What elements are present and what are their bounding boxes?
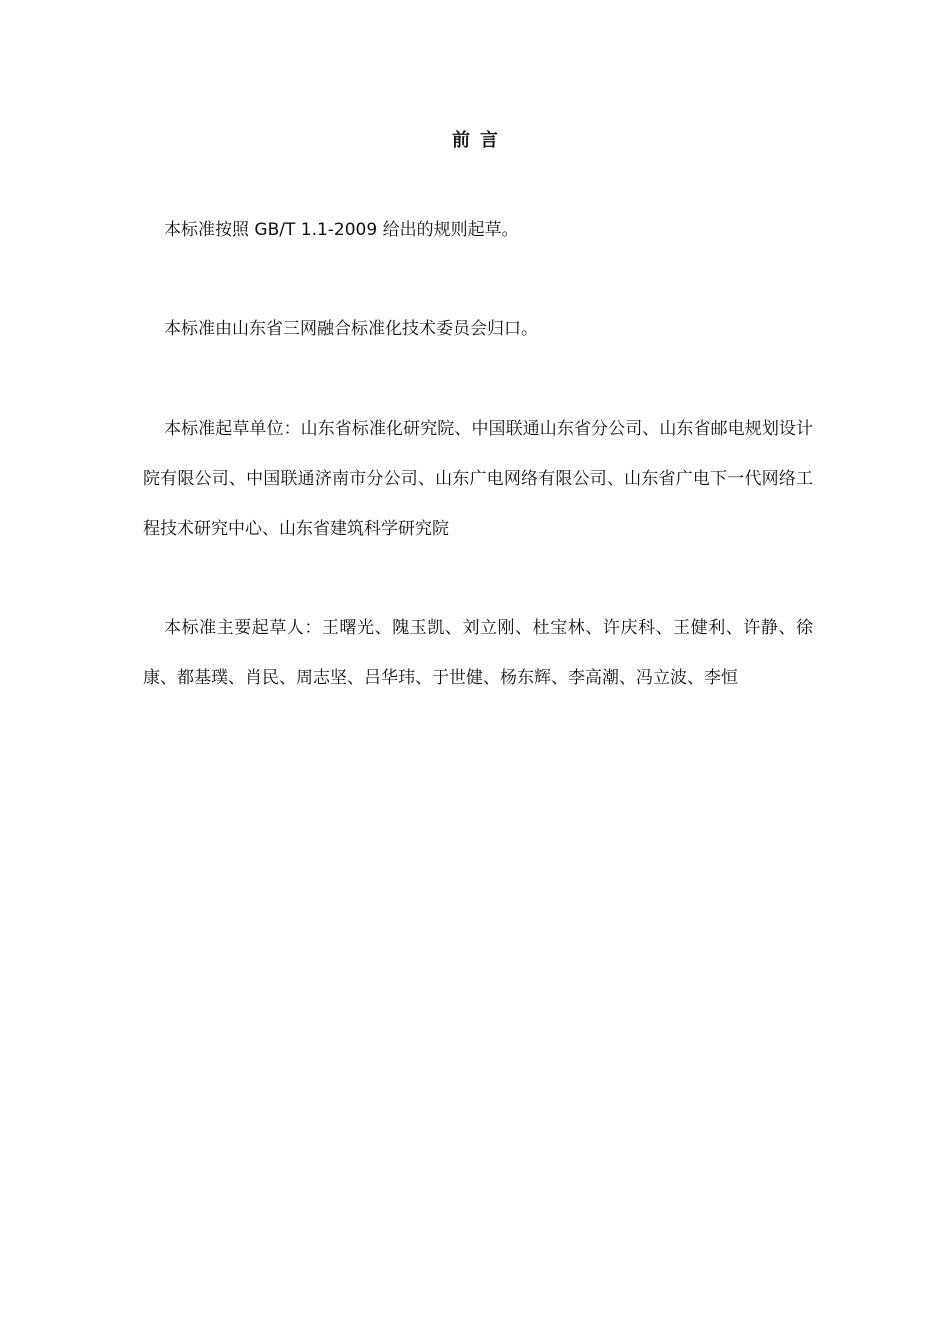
drafting-rules-paragraph: 本标准按照 GB/T 1.1-2009 给出的规则起草。 — [164, 220, 519, 240]
drafting-units-paragraph: 本标准起草单位：山东省标准化研究院、中国联通山东省分公司、山东省邮电规划设计院有限公司、中国联通济南市分公司、山东广电网络有限公司、山东省广电下一代网络工程技术研究中心、山东省建筑科学研究院 — [143, 419, 813, 539]
drafters-paragraph: 本标准主要起草人：王曙光、隗玉凯、刘立刚、杜宝林、许庆科、王健利、许静、徐康、都基璞、肖民、周志坚、吕华玮、于世健、杨东辉、李高潮、冯立波、李恒 — [143, 618, 813, 688]
foreword-title: 前言 — [452, 130, 508, 151]
committee-paragraph: 本标准由山东省三网融合标准化技术委员会归口。 — [164, 319, 538, 339]
